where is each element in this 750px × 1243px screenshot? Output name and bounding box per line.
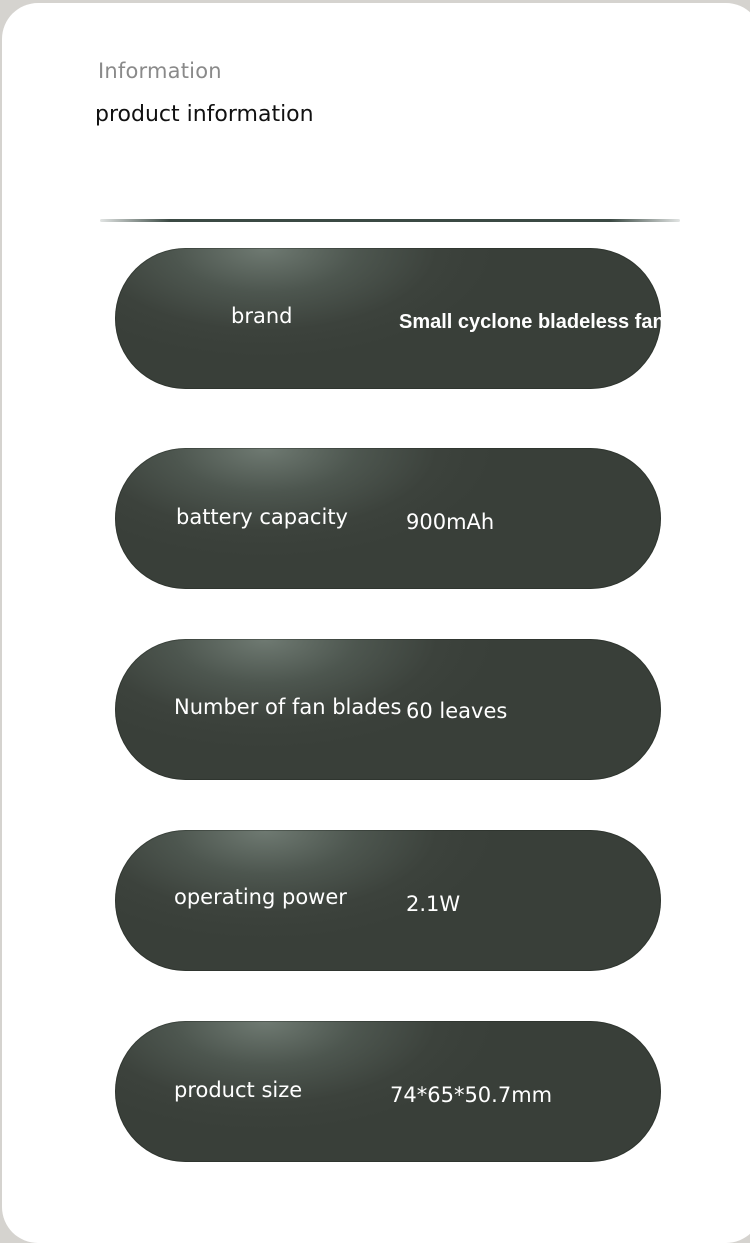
section-subtitle: Information — [98, 59, 222, 83]
spec-row-battery-capacity — [115, 448, 661, 589]
spec-value: Small cyclone bladeless fan — [399, 311, 665, 333]
spec-row-operating-power — [115, 830, 661, 971]
spec-row-fan-blades — [115, 639, 661, 780]
spec-row-product-size — [115, 1021, 661, 1162]
spec-label: product size — [174, 1078, 303, 1102]
spec-value: 2.1W — [406, 892, 461, 916]
spec-value: 60 leaves — [406, 699, 508, 723]
spec-value: 900mAh — [406, 510, 495, 534]
section-title: product information — [95, 102, 314, 127]
spec-label: brand — [231, 304, 293, 328]
spec-label: Number of fan blades — [174, 695, 402, 719]
spec-label: operating power — [174, 885, 347, 909]
spec-value: 74*65*50.7mm — [390, 1083, 553, 1107]
spec-label: battery capacity — [176, 505, 348, 529]
spec-row-brand — [115, 248, 665, 389]
divider — [100, 219, 680, 222]
